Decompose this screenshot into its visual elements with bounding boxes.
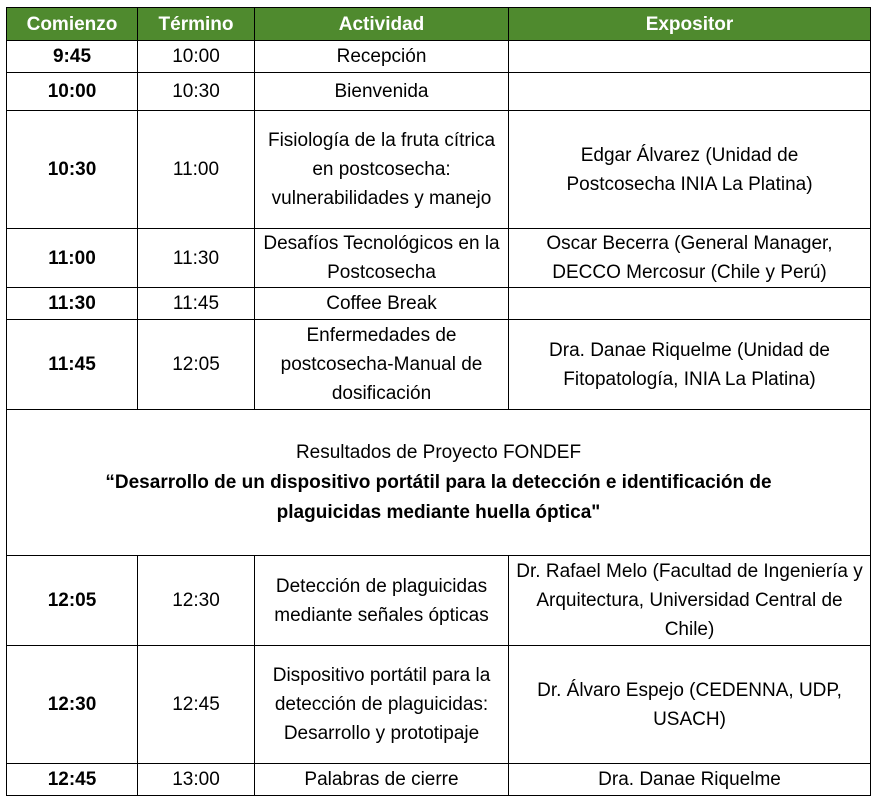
cell-activity: Recepción	[255, 41, 509, 73]
cell-speaker: Dr. Álvaro Espejo (CEDENNA, UDP, USACH)	[509, 646, 871, 764]
table-row	[7, 288, 871, 320]
cell-speaker: Dr. Rafael Melo (Facultad de Ingeniería y Arquitectura, Universidad Central de Chile)	[509, 556, 871, 646]
cell-activity: Desafíos Tecnológicos en la Postcosecha	[255, 229, 509, 288]
cell-speaker	[509, 288, 871, 320]
cell-activity: Fisiología de la fruta cítrica en postcosecha: vulnerabilidades y manejo	[255, 111, 509, 229]
cell-start: 12:30	[7, 646, 138, 764]
fondef-section-row	[7, 410, 871, 556]
table-row	[7, 556, 871, 646]
table-row	[7, 229, 871, 288]
cell-speaker	[509, 41, 871, 73]
cell-start: 11:45	[7, 320, 138, 410]
cell-start: 10:00	[7, 73, 138, 111]
header-activity: Actividad	[255, 8, 509, 41]
cell-activity: Detección de plaguicidas mediante señales ópticas	[255, 556, 509, 646]
cell-start: 9:45	[7, 41, 138, 73]
header-row	[7, 8, 871, 41]
cell-activity: Bienvenida	[255, 73, 509, 111]
cell-speaker: Dra. Danae Riquelme	[509, 764, 871, 796]
cell-start: 11:00	[7, 229, 138, 288]
table-row	[7, 73, 871, 111]
header-speaker: Expositor	[509, 8, 871, 41]
fondef-section-cell	[7, 410, 871, 556]
cell-speaker	[509, 73, 871, 111]
cell-speaker: Edgar Álvarez (Unidad de Postcosecha INIA La Platina)	[509, 111, 871, 229]
cell-end: 12:05	[138, 320, 255, 410]
fondef-intro: Resultados de Proyecto FONDEF	[295, 441, 582, 463]
cell-end: 11:00	[138, 111, 255, 229]
cell-speaker: Dra. Danae Riquelme (Unidad de Fitopatología, INIA La Platina)	[509, 320, 871, 410]
cell-end: 11:45	[138, 288, 255, 320]
header-end: Término	[138, 8, 255, 41]
cell-start: 10:30	[7, 111, 138, 229]
cell-end: 11:30	[138, 229, 255, 288]
cell-end: 13:00	[138, 764, 255, 796]
table-row	[7, 646, 871, 764]
header-start: Comienzo	[7, 8, 138, 41]
cell-end: 10:00	[138, 41, 255, 73]
agenda-table	[6, 7, 871, 796]
cell-start: 11:30	[7, 288, 138, 320]
table-row	[7, 111, 871, 229]
table-header	[7, 8, 871, 41]
cell-activity: Dispositivo portátil para la detección de plaguicidas: Desarrollo y prototipaje	[255, 646, 509, 764]
table-body	[7, 41, 871, 796]
cell-end: 12:30	[138, 556, 255, 646]
cell-start: 12:05	[7, 556, 138, 646]
cell-activity: Coffee Break	[255, 288, 509, 320]
cell-start: 12:45	[7, 764, 138, 796]
table-row	[7, 320, 871, 410]
cell-speaker: Oscar Becerra (General Manager, DECCO Mercosur (Chile y Perú)	[509, 229, 871, 288]
fondef-project-title: “Desarrollo de un dispositivo portátil para la detección e identificación de plaguicidas mediante huella óptica"	[105, 471, 772, 523]
table-row	[7, 764, 871, 796]
cell-activity: Palabras de cierre	[255, 764, 509, 796]
table-row	[7, 41, 871, 73]
cell-end: 10:30	[138, 73, 255, 111]
cell-end: 12:45	[138, 646, 255, 764]
cell-activity: Enfermedades de postcosecha-Manual de dosificación	[255, 320, 509, 410]
